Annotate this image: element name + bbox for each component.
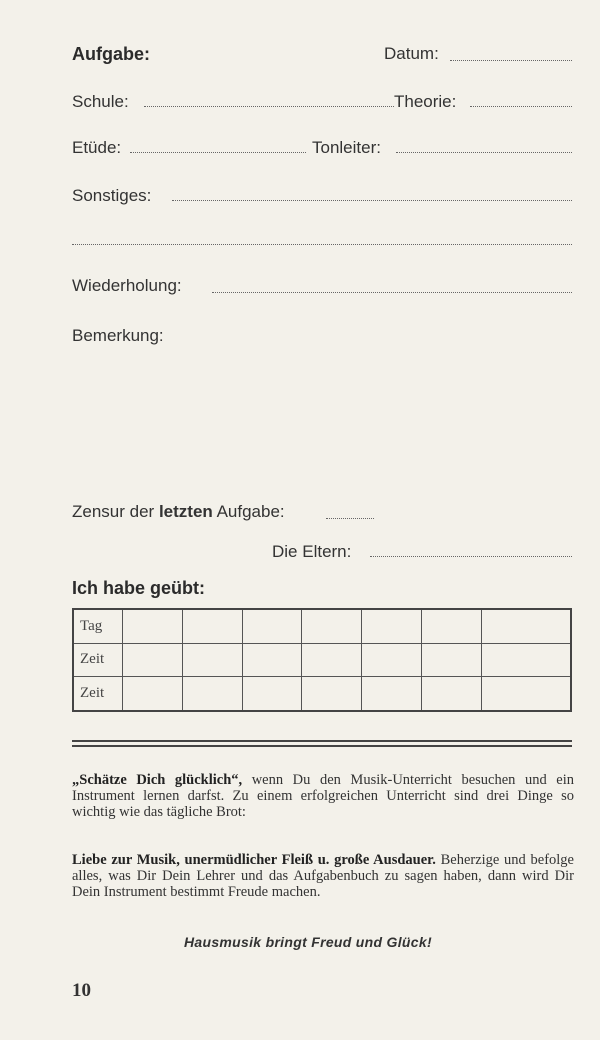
table-cell <box>182 643 242 676</box>
aufgabe-label: Aufgabe: <box>72 44 150 64</box>
table-cell <box>421 643 481 676</box>
table-row <box>73 609 571 643</box>
etuede-line <box>130 152 306 153</box>
paragraph-intro-bold: „Schätze Dich glücklich“, <box>72 772 243 788</box>
sonstiges-extra-line <box>72 244 572 245</box>
table-cell <box>362 677 422 711</box>
table-cell <box>421 609 481 643</box>
zensur-text-1: Zensur der <box>72 502 159 521</box>
paragraph-advice <box>72 852 574 900</box>
table-cell <box>481 677 571 711</box>
wiederholung-line <box>212 292 572 293</box>
table-cell <box>302 677 362 711</box>
sonstiges-line <box>172 200 572 201</box>
paragraph-intro-text: wenn Du den Musik-Unterricht besuchen und ein Instrument lernen darfst. Zu einem erfolgreichen Unterricht sind drei Dinge so wichtig wie das tägliche Brot: <box>72 772 574 820</box>
divider-rule <box>72 745 572 747</box>
schule-line <box>144 106 394 107</box>
table-cell <box>182 677 242 711</box>
paragraph-intro <box>72 772 574 820</box>
table-cell <box>362 609 422 643</box>
datum-label: Datum: <box>384 44 439 63</box>
datum-line <box>450 60 572 61</box>
page-number: 10 <box>72 980 91 1001</box>
slogan: Hausmusik bringt Freud und Glück! <box>184 934 432 950</box>
row-label-tag: Tag <box>73 609 123 643</box>
paragraph-advice-bold: Liebe zur Musik, unermüdlicher Fleiß u. große Ausdauer. <box>72 852 436 868</box>
zensur-line <box>326 518 374 519</box>
practice-table <box>72 608 572 712</box>
table-cell <box>123 643 183 676</box>
practice-heading: Ich habe geübt: <box>72 578 206 598</box>
table-cell <box>242 677 302 711</box>
row-label-zeit: Zeit <box>73 643 123 676</box>
tonleiter-line <box>396 152 572 153</box>
table-cell <box>242 609 302 643</box>
table-row <box>73 643 571 676</box>
table-cell <box>123 677 183 711</box>
table-cell <box>421 677 481 711</box>
paragraph-advice-text: Beherzige und befolge alles, was Dir Dein Lehrer und das Aufgabenbuch zu sagen haben, dann wird Dir Dein Instrument bestimmt Freude machen. <box>72 852 574 900</box>
zensur-text-2: Aufgabe: <box>212 502 285 521</box>
wiederholung-label: Wiederholung: <box>72 276 182 295</box>
eltern-line <box>370 556 572 557</box>
schule-label: Schule: <box>72 92 129 111</box>
table-cell <box>123 609 183 643</box>
etuede-label: Etüde: <box>72 138 122 157</box>
table-cell <box>242 643 302 676</box>
table-cell <box>302 609 362 643</box>
bemerkung-label: Bemerkung: <box>72 326 164 345</box>
zensur-text-bold: letzten <box>158 502 213 521</box>
divider-rule <box>72 740 572 742</box>
sonstiges-label: Sonstiges: <box>72 186 152 205</box>
zensur-label <box>72 502 285 522</box>
theorie-line <box>470 106 572 107</box>
table-row <box>73 677 571 711</box>
table-cell <box>182 609 242 643</box>
tonleiter-label: Tonleiter: <box>312 138 381 157</box>
row-label-zeit: Zeit <box>73 677 123 711</box>
table-cell <box>302 643 362 676</box>
table-cell <box>362 643 422 676</box>
table-cell <box>481 643 571 676</box>
eltern-label: Die Eltern: <box>272 542 352 561</box>
theorie-label: Theorie: <box>394 92 457 111</box>
table-cell <box>481 609 571 643</box>
